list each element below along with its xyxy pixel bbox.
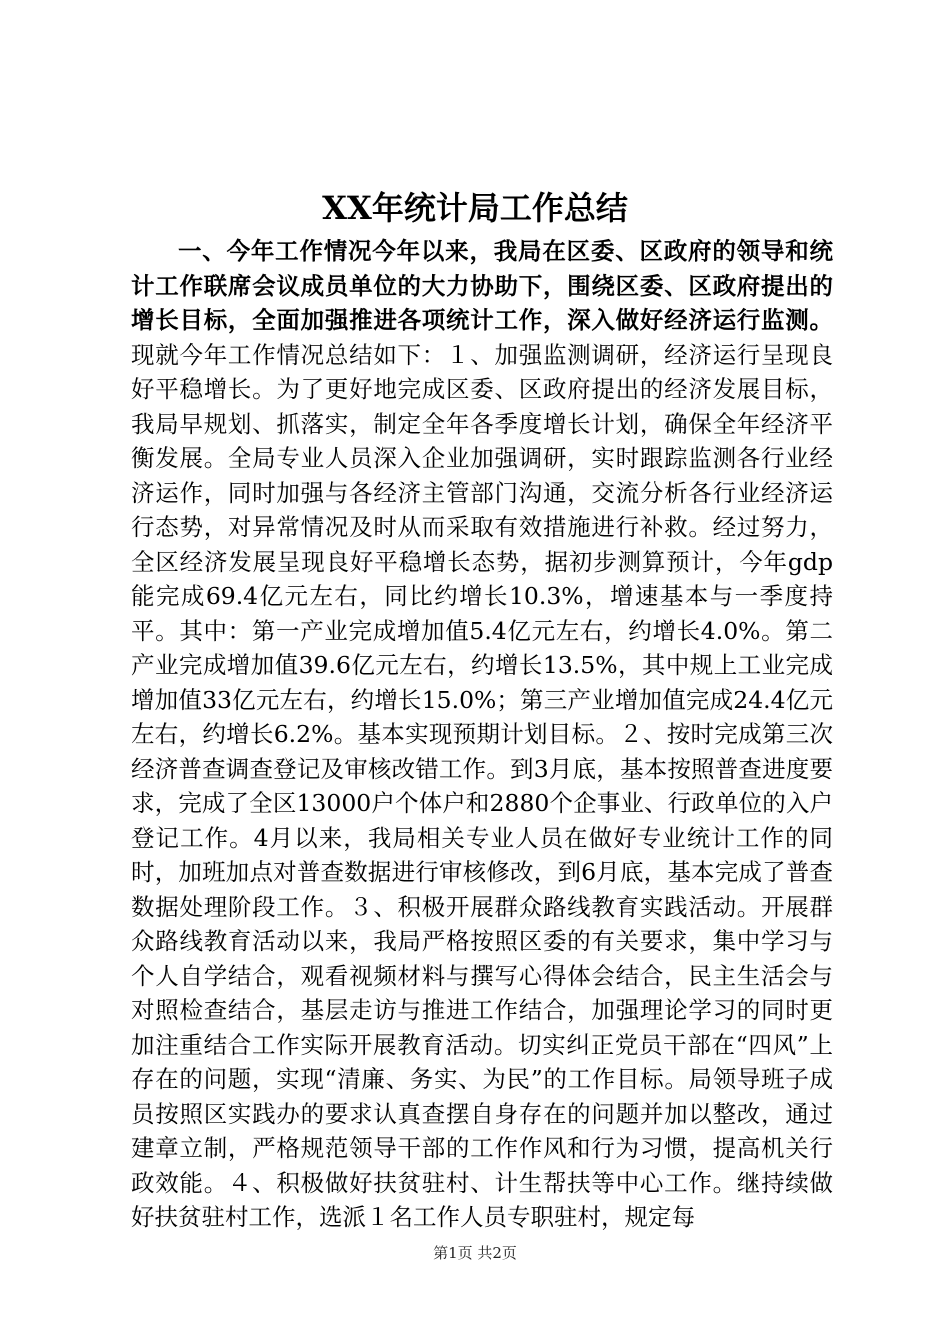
document-body-text: 现就今年工作情况总结如下：１、加强监测调研，经济运行呈现良好平稳增长。为了更好地完成区委、区政府提出的经济发展目标，我局早规划、抓落实，制定全年各季度增长计划，确保全年经济平衡发展。全局专业人员深入企业加强调研，实时跟踪监测各行业经济运作，同时加强与各经济主管部门沟通，交流分析各行业经济运行态势，对异常情况及时从而采取有效措施进行补救。经过努力，全区经济发展呈现良好平稳增长态势，据初步测算预计，今年gdp能完成69.4亿元左右，同比约增长10.3%，增速基本与一季度持平。其中：第一产业完成增加值5.4亿元左右，约增长4.0%。第二产业完成增加值39.6亿元左右，约增长13.5%，其中规上工业完成增加值33亿元左右，约增长15.0%；第三产业增加值完成24.4亿元左右，约增长6.2%。基本实现预期计划目标。２、按时完成第三次经济普查调查登记及审核改错工作。到3月底，基本按照普查进度要求，完成了全区13000户个体户和2880个企事业、行政单位的入户登记工作。4月以来，我局相关专业人员在做好专业统计工作的同时，加班加点对普查数据进行审核修改，到6月底，基本完成了普查数据处理阶段工作。３、积极开展群众路线教育实践活动。开展群众路线教育活动以来，我局严格按照区委的有关要求，集中学习与个人自学结合，观看视频材料与撰写心得体会结合，民主生活会与对照检查结合，基层走访与推进工作结合，加强理论学习的同时更加注重结合工作实际开展教育活动。切实纠正党员干部在“四风”上存在的问题，实现“清廉、务实、为民”的工作目标。局领导班子成员按照区实践办的要求认真查摆自身存在的问题并加以整改，通过建章立制，严格规范领导干部的工作作风和行为习惯，提高机关行政效能。４、积极做好扶贫驻村、计生帮扶等中心工作。继持续做好扶贫驻村工作，选派１名工作人员专职驻村，规定每 [131, 340, 833, 1231]
document-title: XX年统计局工作总结 [322, 189, 628, 227]
page-number-footer: 第1页 共2页 [433, 1244, 517, 1262]
document-lead-paragraph: 一、今年工作情况今年以来，我局在区委、区政府的领导和统计工作联席会议成员单位的大力协助下，围绕区委、区政府提出的增长目标，全面加强推进各项统计工作，深入做好经济运行监测。 [131, 237, 833, 334]
document-body [131, 234, 833, 1235]
